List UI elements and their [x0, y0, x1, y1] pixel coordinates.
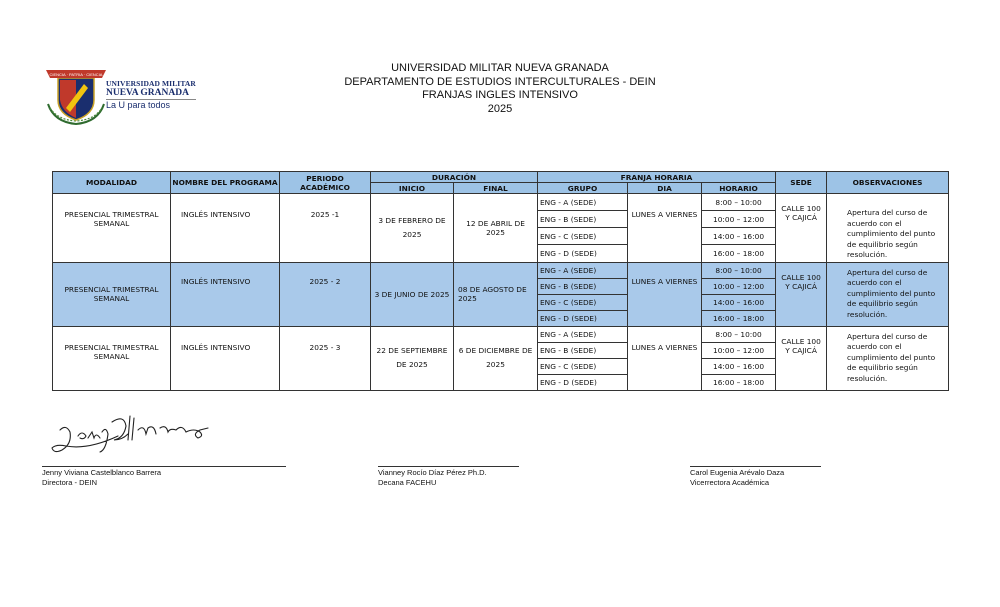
cell-final: 12 DE ABRIL DE 2025	[454, 194, 538, 263]
cell-grupo: ENG - D (SEDE)	[538, 374, 628, 390]
cell-horario: 8:00 – 10:00	[702, 326, 776, 342]
cell-dia: LUNES A VIERNES	[628, 326, 702, 390]
cell-programa: INGLÉS INTENSIVO	[171, 326, 280, 390]
header-university: UNIVERSIDAD MILITAR NUEVA GRANADA	[391, 62, 609, 74]
cell-horario: 14:00 – 16:00	[702, 228, 776, 245]
cell-modalidad: PRESENCIAL TRIMESTRAL SEMANAL	[53, 262, 171, 326]
cell-horario: 10:00 – 12:00	[702, 278, 776, 294]
signature-name: Carol Eugenia Arévalo Daza	[690, 468, 785, 477]
cell-observaciones: Apertura del curso de acuerdo con el cumplimiento del punto de equilibrio según resolución.	[827, 194, 949, 263]
signature-role: Vicerrectora Académica	[690, 477, 770, 487]
col-header-programa: NOMBRE DEL PROGRAMA	[171, 172, 280, 194]
logo-line1: UNIVERSIDAD MILITAR	[106, 79, 196, 88]
col-header-observaciones: OBSERVACIONES	[827, 172, 949, 194]
cell-periodo: 2025 - 3	[280, 326, 371, 390]
cell-horario: 10:00 – 12:00	[702, 342, 776, 358]
col-header-horario: HORARIO	[702, 183, 776, 194]
cell-periodo: 2025 - 2	[280, 262, 371, 326]
cell-horario: 14:00 – 16:00	[702, 358, 776, 374]
col-header-final: FINAL	[454, 183, 538, 194]
table-row	[53, 262, 949, 278]
cell-horario: 16:00 – 18:00	[702, 245, 776, 262]
table-header-row	[53, 172, 949, 183]
cell-periodo: 2025 -1	[280, 194, 371, 263]
signature-name: Jenny Viviana Castelblanco Barrera	[42, 468, 162, 477]
header-year: 2025	[487, 102, 513, 115]
col-header-dia: DIA	[628, 183, 702, 194]
cell-observaciones: Apertura del curso de acuerdo con el cumplimiento del punto de equilibrio según resolución.	[827, 326, 949, 390]
signature-block-3	[690, 466, 821, 487]
cell-grupo: ENG - A (SEDE)	[538, 262, 628, 278]
cell-grupo: ENG - C (SEDE)	[538, 294, 628, 310]
handwritten-signature	[48, 410, 218, 460]
signature-block-2	[378, 466, 519, 487]
signature-name: Vianney Rocío Díaz Pérez Ph.D.	[378, 468, 487, 477]
cell-inicio: 22 DE SEPTIEMBRE DE 2025	[371, 326, 454, 390]
cell-grupo: ENG - B (SEDE)	[538, 278, 628, 294]
cell-horario: 16:00 – 18:00	[702, 374, 776, 390]
cell-grupo: ENG - D (SEDE)	[538, 245, 628, 262]
cell-inicio: 3 DE JUNIO DE 2025	[371, 262, 454, 326]
logo-line2: NUEVA GRANADA	[106, 88, 189, 98]
cell-horario: 10:00 – 12:00	[702, 211, 776, 228]
logo-banner-text: CIENCIA · PATRIA · CIENCIA	[49, 72, 103, 77]
cell-horario: 8:00 – 10:00	[702, 262, 776, 278]
schedule-table	[52, 171, 949, 391]
col-header-duracion: DURACIÓN	[371, 172, 538, 183]
table-row	[53, 326, 949, 342]
cell-grupo: ENG - B (SEDE)	[538, 342, 628, 358]
table-row	[53, 194, 949, 211]
col-header-sede: SEDE	[776, 172, 827, 194]
cell-final: 08 DE AGOSTO DE 2025	[454, 262, 538, 326]
cell-modalidad: PRESENCIAL TRIMESTRAL SEMANAL	[53, 194, 171, 263]
cell-grupo: ENG - C (SEDE)	[538, 358, 628, 374]
cell-final: 6 DE DICIEMBRE DE 2025	[454, 326, 538, 390]
cell-grupo: ENG - A (SEDE)	[538, 326, 628, 342]
col-header-modalidad: MODALIDAD	[53, 172, 171, 194]
col-header-inicio: INICIO	[371, 183, 454, 194]
cell-sede: CALLE 100 Y CAJICÁ	[776, 326, 827, 390]
col-header-periodo: PERIODO ACADÉMICO	[280, 172, 371, 194]
cell-horario: 14:00 – 16:00	[702, 294, 776, 310]
cell-horario: 8:00 – 10:00	[702, 194, 776, 211]
cell-programa: INGLÉS INTENSIVO	[171, 194, 280, 263]
logo-slogan: La U para todos	[106, 99, 196, 111]
col-header-franja: FRANJA HORARIA	[538, 172, 776, 183]
cell-grupo: ENG - C (SEDE)	[538, 228, 628, 245]
cell-horario: 16:00 – 18:00	[702, 310, 776, 326]
cell-inicio: 3 DE FEBRERO DE 2025	[371, 194, 454, 263]
cell-modalidad: PRESENCIAL TRIMESTRAL SEMANAL	[53, 326, 171, 390]
signature-role: Directora - DEIN	[42, 477, 98, 487]
cell-dia: LUNES A VIERNES	[628, 194, 702, 263]
cell-observaciones: Apertura del curso de acuerdo con el cumplimiento del punto de equilibrio según resolución.	[827, 262, 949, 326]
cell-sede: CALLE 100 Y CAJICÁ	[776, 262, 827, 326]
cell-sede: CALLE 100 Y CAJICÁ	[776, 194, 827, 263]
document-header	[0, 62, 1000, 116]
cell-programa: INGLÉS INTENSIVO	[171, 262, 280, 326]
signature-role: Decana FACEHU	[378, 477, 437, 487]
cell-grupo: ENG - D (SEDE)	[538, 310, 628, 326]
cell-dia: LUNES A VIERNES	[628, 262, 702, 326]
signature-block-1	[42, 466, 286, 487]
col-header-grupo: GRUPO	[538, 183, 628, 194]
cell-grupo: ENG - B (SEDE)	[538, 211, 628, 228]
header-title: FRANJAS INGLES INTENSIVO	[422, 89, 578, 101]
header-department: DEPARTAMENTO DE ESTUDIOS INTERCULTURALES - DEIN	[344, 75, 656, 88]
cell-grupo: ENG - A (SEDE)	[538, 194, 628, 211]
